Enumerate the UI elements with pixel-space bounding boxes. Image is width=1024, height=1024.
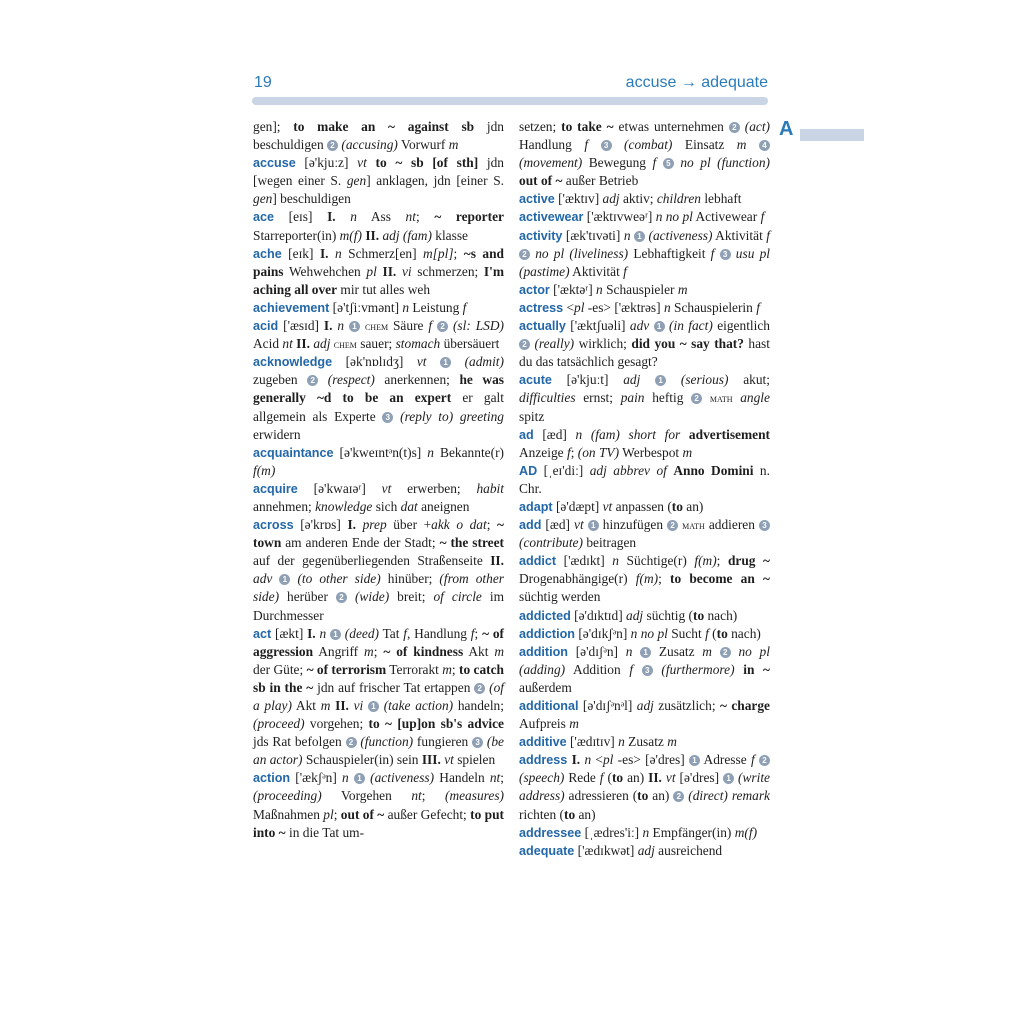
dictionary-entry: acknowledge [ək'nɒlɪdʒ] vt 1 (admit) zugeben 2 (respect) anerkennen; he was generally ~d to be an expert er galt allgemein als Experte 3 (reply to) greeting erwidern <box>253 354 504 442</box>
page-number: 19 <box>254 74 272 91</box>
headword: acknowledge <box>253 355 333 370</box>
sense-number: 2 <box>673 791 684 802</box>
dictionary-entry: ache [eɪk] I. n Schmerz[en] m[pl]; ~s and pains Wehwehchen pl II. vi schmerzen; I'm aching all over mir tut alles weh <box>253 245 505 297</box>
sense-number: 2 <box>336 592 347 603</box>
headword: act <box>253 626 272 641</box>
subject-label: chem <box>364 319 389 334</box>
thumb-index-tab <box>800 129 864 141</box>
right-column <box>519 118 770 860</box>
left-column <box>253 118 504 842</box>
headword: action <box>253 771 291 786</box>
dictionary-entry: action ['ækʃᵊn] n 1 (activeness) Handeln nt; (proceeding) Vorgehen nt; (measures) Maßnahmen pl; out of ~ außer Gefecht; to put into ~ in die Tat um- <box>253 770 505 840</box>
header-rule <box>252 97 768 105</box>
headword: addressee <box>519 825 582 840</box>
dictionary-entry: actor ['æktəʳ] n Schauspieler m <box>519 281 688 297</box>
dictionary-entry: acute [ə'kjuːt] adj 1 (serious) akut; difficulties ernst; pain heftig 2 math angle spitz <box>519 372 770 424</box>
sense-number: 3 <box>601 140 612 151</box>
headword: acquaintance <box>253 445 334 460</box>
dictionary-entry: addicted [ə'dɪktɪd] adj süchtig (to nach) <box>519 607 738 623</box>
headword: adapt <box>519 499 553 514</box>
sense-number: 3 <box>720 249 731 260</box>
dictionary-entry: additive ['ædɪtɪv] n Zusatz m <box>519 734 677 750</box>
dictionary-entry: across [ə'krɒs] I. prep über +akk o dat; ~ town am anderen Ende der Stadt; ~ the street auf der gegenüberliegenden Straßenseite II. adv 1 (to other side) hinüber; (from other side) herüber 2 (wide) breit; of circle im Durchmesser <box>253 517 505 623</box>
dictionary-entry: activity [æk'tɪvəti] n 1 (activeness) Aktivität f 2 no pl (liveliness) Lebhaftigkeit f 3 usu pl (pastime) Aktivität f <box>519 227 771 279</box>
sense-number: 1 <box>689 755 700 766</box>
dictionary-entry: actress <pl -es> ['æktrəs] n Schauspielerin f <box>519 299 760 315</box>
sense-number: 1 <box>354 773 365 784</box>
dictionary-entry: acquaintance [ə'kweɪntᵊn(t)s] n Bekannte(r) f(m) <box>253 444 504 478</box>
sense-number: 1 <box>368 701 379 712</box>
headword: add <box>519 518 542 533</box>
dictionary-entry: add [æd] vt 1 hinzufügen 2 math addieren 3 (contribute) beitragen <box>519 516 770 552</box>
sense-number: 1 <box>349 321 360 332</box>
dictionary-entry: additional [ə'dɪʃᵊnᵊl] adj zusätzlich; ~ charge Aufpreis m <box>519 698 770 732</box>
headword: addition <box>519 644 568 659</box>
dictionary-entry: address I. n <pl -es> [ə'dres] 1 Adresse f 2 (speech) Rede f (to an) II. vt [ə'dres] 1 (write address) adressieren (to an) 2 (direct) remark richten (to an) <box>519 752 771 822</box>
sense-number: 2 <box>346 737 357 748</box>
dictionary-entry: ad [æd] n (fam) short for advertisement Anzeige f; (on TV) Werbespot m <box>519 426 770 460</box>
dictionary-entry: active ['æktɪv] adj aktiv; children lebhaft <box>519 191 742 207</box>
headword: actor <box>519 282 550 297</box>
dictionary-entry: achievement [ə'tʃiːvmənt] n Leistung f <box>253 299 467 315</box>
sense-number: 2 <box>519 339 530 350</box>
sense-number: 1 <box>654 321 665 332</box>
headword: acute <box>519 373 552 388</box>
headword: acquire <box>253 481 298 496</box>
headword: addicted <box>519 608 571 623</box>
headword: additional <box>519 699 579 713</box>
headword: achievement <box>253 300 330 315</box>
headword: activity <box>519 228 563 243</box>
dictionary-entry: gen]; to make an ~ against sb jdn beschuldigen 2 (accusing) Vorwurf m <box>253 119 504 153</box>
sense-number: 1 <box>588 520 599 531</box>
thumb-index-letter: A <box>779 118 794 140</box>
dictionary-entry: activewear ['æktɪvweəʳ] n no pl Activewear f <box>519 209 765 225</box>
sense-number: 3 <box>759 520 770 531</box>
dictionary-entry: accuse [ə'kjuːz] vt to ~ sb [of sth] jdn [wegen einer S. gen] anklagen, jdn [einer S. gen] beschuldigen <box>253 155 504 207</box>
dictionary-entry: addressee [ˌædres'iː] n Empfänger(in) m(f) <box>519 824 758 840</box>
sense-number: 3 <box>642 665 653 676</box>
sense-number: 2 <box>759 755 770 766</box>
headword: AD <box>519 463 538 478</box>
headword: actually <box>519 319 566 334</box>
dictionary-entry: addition [ə'dɪʃᵊn] n 1 Zusatz m 2 no pl (adding) Addition f 3 (furthermore) in ~ außerdem <box>519 643 771 695</box>
headword: acid <box>253 319 279 334</box>
sense-number: 1 <box>723 773 734 784</box>
sense-number: 1 <box>330 629 341 640</box>
headword: activewear <box>519 210 584 225</box>
subject-label: math <box>709 391 733 406</box>
dictionary-entry: acquire [ə'kwaɪəʳ] vt erwerben; habit annehmen; knowledge sich dat aneignen <box>253 480 504 514</box>
dictionary-entry: adapt [ə'dæpt] vt anpassen (to an) <box>519 498 704 514</box>
sense-number: 2 <box>327 140 338 151</box>
headword: additive <box>519 735 567 750</box>
running-head: accuse → adequate <box>625 74 768 91</box>
headword: active <box>519 192 555 207</box>
sense-number: 2 <box>720 647 731 658</box>
sense-number: 2 <box>307 375 318 386</box>
headword: ache <box>253 246 282 261</box>
sense-number: 2 <box>729 122 740 133</box>
headword: accuse <box>253 156 296 171</box>
headword: adequate <box>519 843 575 858</box>
sense-number: 4 <box>759 140 770 151</box>
sense-number: 2 <box>474 683 485 694</box>
sense-number: 2 <box>519 249 530 260</box>
page-header <box>254 74 768 96</box>
sense-number: 2 <box>437 321 448 332</box>
dictionary-entry: adequate ['ædɪkwət] adj ausreichend <box>519 842 723 858</box>
sense-number: 3 <box>382 412 393 423</box>
headword: actress <box>519 300 564 315</box>
headword: address <box>519 753 568 768</box>
subject-label: chem <box>333 337 357 352</box>
subject-label: math <box>682 518 705 533</box>
sense-number: 2 <box>667 520 678 531</box>
headword: across <box>253 518 294 533</box>
dictionary-entry: actually ['æktʃuəli] adv 1 (in fact) eigentlich 2 (really) wirklich; did you ~ say that? hast du das tatsächlich gesagt? <box>519 318 770 370</box>
dictionary-entry: ace [eɪs] I. n Ass nt; ~ reporter Starreporter(in) m(f) II. adj (fam) klasse <box>253 209 504 243</box>
headword: ad <box>519 427 534 442</box>
headword: addict <box>519 554 557 569</box>
sense-number: 5 <box>663 158 674 169</box>
sense-number: 3 <box>472 737 483 748</box>
sense-number: 1 <box>655 375 666 386</box>
dictionary-entry: act [ækt] I. n 1 (deed) Tat f, Handlung f; ~ of aggression Angriff m; ~ of kindness Akt m der Güte; ~ of terrorism Terrorakt m; to catch sb in the ~ jdn auf frischer Tat ertappen 2 (of a play) Akt m II. vi 1 (take action) handeln; (proceed) vorgehen; to ~ [up]on sb's advice jds Rat befolgen 2 (function) fungieren 3 (be an actor) Schauspieler(in) sein III. vt spielen <box>253 625 505 768</box>
dictionary-entry: addiction [ə'dɪkʃᵊn] n no pl Sucht f (to nach) <box>519 625 761 641</box>
headword: ace <box>253 210 275 225</box>
dictionary-entry: addict ['ædɪkt] n Süchtige(r) f(m); drug ~ Drogenabhängige(r) f(m); to become an ~ süchtig werden <box>519 553 770 605</box>
dictionary-entry: AD [ˌeɪ'diː] adj abbrev of Anno Domini n. Chr. <box>519 462 770 496</box>
sense-number: 1 <box>279 574 290 585</box>
dictionary-entry: setzen; to take ~ etwas unternehmen 2 (act) Handlung f 3 (combat) Einsatz m 4 (movement) Bewegung f 5 no pl (function) out of ~ außer Betrieb <box>519 119 771 189</box>
headword: addiction <box>519 626 575 641</box>
dictionary-entry: acid ['æsɪd] I. n 1 chem Säure f 2 (sl: LSD) Acid nt II. adj chem sauer; stomach übersäuert <box>253 318 504 352</box>
sense-number: 1 <box>440 357 451 368</box>
sense-number: 1 <box>640 647 651 658</box>
sense-number: 1 <box>634 231 645 242</box>
sense-number: 2 <box>691 393 702 404</box>
